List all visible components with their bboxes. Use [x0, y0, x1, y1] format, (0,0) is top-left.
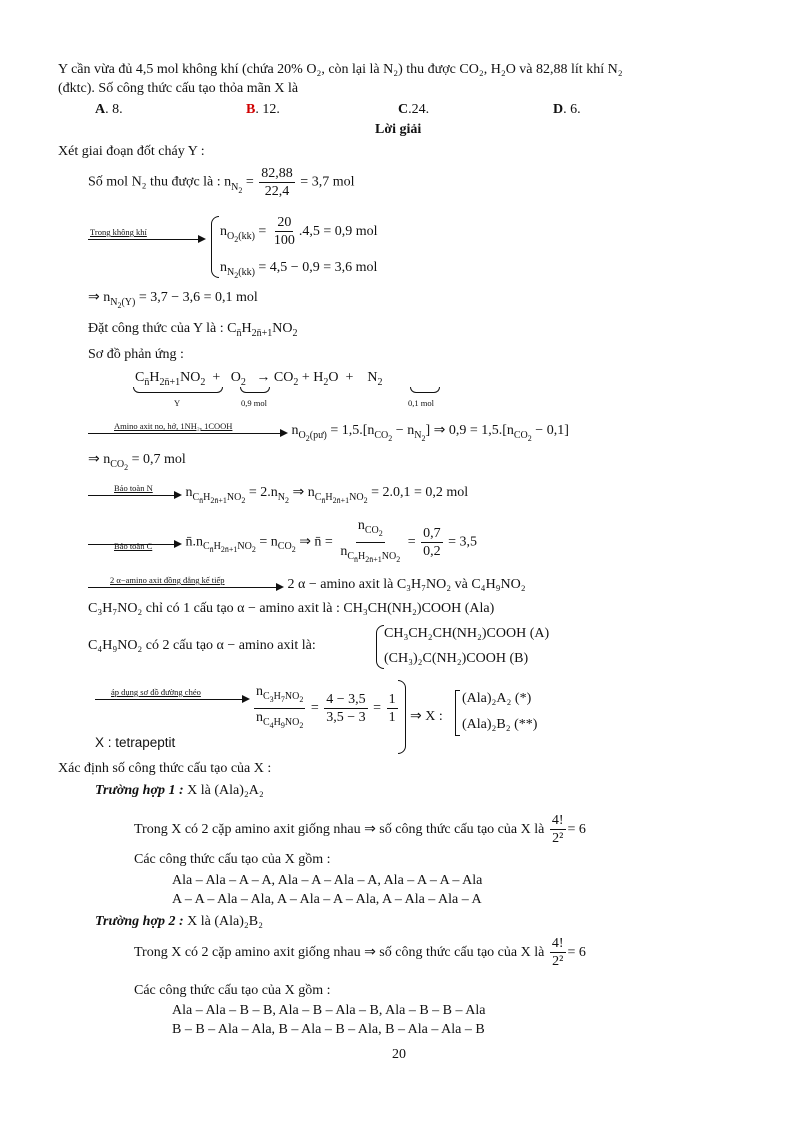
n2-calc: Số mol N₂ thu được là : $n_{N_2}$ = $\frac{82,88}{22,4}$ = 3,7 mol	[88, 166, 355, 199]
scheme-title: Sơ đồ phản ứng :	[88, 347, 184, 362]
c4-structure: C₄H₉NO₂ có 2 cấu tạo α − amino axit là:	[88, 638, 316, 653]
case2-heading: Trường hợp 2 : X là (Ala)₂B₂	[95, 914, 263, 929]
solution-title: Lời giải	[375, 122, 422, 137]
case1-formulas-2: A – A – Ala – Ala, A – Ala – A – Ala, A – Ala – Ala – A	[172, 892, 482, 907]
stage2-heading: Xác định số công thức cấu tạo của X :	[58, 761, 272, 776]
homolog-line: 2 α−amino axit đồng đẳng kế tiếp 2 α − amino axit là C₃H₇NO₂ và C₄H₉NO₂	[88, 574, 526, 596]
o2-reacted: Amino axit no, hở, 1NH₂, 1COOH $n_{O_2(pư)} = 1,5.[n_{CO_2} - n_{N_2}]$ ⇒ $0,9 = 1,5.[n_{CO_2} - 0,1]$	[88, 420, 569, 448]
case2-formulas-2: B – B – Ala – Ala, B – Ala – B – Ala, B – Ala – Ala – B	[172, 1022, 485, 1037]
y-formula: Đặt công thức của Y là : $C_{n̄}H_{2n̄+1}NO_2$	[88, 321, 298, 339]
option-b: B. 12.	[246, 102, 280, 117]
n2-underbrace	[410, 387, 440, 393]
c4-brace	[376, 625, 384, 669]
case1-list-heading: Các công thức cấu tạo của X gồm :	[134, 852, 331, 867]
x-implies: ⇒ X :	[410, 709, 443, 724]
bt-n: Bảo toàn N $n_{C_{n̄}H_{2n̄+1}NO_2} = 2.n_{N_2}$ ⇒ $n_{C_{n̄}H_{2n̄+1}NO_2} = 2.0,1 = 0,2$ mol	[88, 482, 468, 510]
question-line-1: Y cần vừa đủ 4,5 mol không khí (chứa 20% O₂, còn lại là N₂) thu được CO₂, H₂O và 82,88 lít khí N₂	[58, 62, 623, 77]
c4-option-a: CH₃CH₂CH(NH₂)COOH (A)	[384, 626, 550, 641]
scheme-y-label: Y	[174, 398, 181, 408]
air-arrow: Trong không khí	[88, 226, 206, 248]
x-bracket	[455, 690, 460, 736]
c3-structure: C₃H₇NO₂ chỉ có 1 cấu tạo α − amino axit là : CH₃CH(NH₂)COOH (Ala)	[88, 601, 495, 616]
case1-heading: Trường hợp 1 : X là (Ala)₂A₂	[95, 783, 264, 798]
x-option-2: (Ala)₂B₂ (**)	[462, 717, 538, 732]
x-tetrapeptit: X : tetrapeptit	[95, 735, 176, 750]
correct-answer-letter: B	[246, 102, 256, 117]
scheme-n2-label: 0,1 mol	[408, 398, 434, 408]
o2-underbrace	[240, 387, 270, 393]
c4-option-b: (CH₃)₂C(NH₂)COOH (B)	[384, 651, 529, 666]
y-underbrace	[133, 387, 223, 393]
cheo-arrow: áp dụng sơ đồ đường chéo	[95, 686, 250, 708]
option-d: D. 6.	[553, 102, 581, 117]
o2-kk: $n_{O_2(kk)}$ = $\frac{20}{100}$ .4,5 = 0,9 mol	[220, 215, 378, 249]
case2-formulas-1: Ala – Ala – B – B, Ala – B – Ala – B, Ala – B – B – Ala	[172, 1003, 486, 1018]
stage1-heading: Xét giai đoạn đốt cháy Y :	[58, 144, 205, 159]
option-c: C.24.	[398, 102, 430, 117]
n2-y: ⇒ $n_{N_2(Y)} = 3,7 - 3,6 = 0,1$ mol	[88, 290, 258, 310]
n-co2: ⇒ $n_{CO_2} = 0,7$ mol	[88, 452, 186, 472]
question-line-2: (đktc). Số công thức cấu tạo thỏa mãn X là	[58, 81, 299, 96]
case2-list-heading: Các công thức cấu tạo của X gồm :	[134, 983, 331, 998]
x-rbrace	[398, 680, 406, 754]
cheo-ratio: $\frac{n_{C_3H_7NO_2}}{n_{C_4H_9NO_2}}$ = $\frac{4 - 3,5}{3,5 - 3}$ = $\frac{1}{1}$	[256, 684, 396, 730]
case2-count: Trong X có 2 cặp amino axit giống nhau ⇒ số công thức cấu tạo của X là $\frac{4!}{\text{2²}}$ = 6	[134, 936, 586, 970]
scheme-equation: $C_{n̄}H_{2n̄+1}NO_2 + O_2 \to CO_2 + H_2O$ + $N_2$	[135, 370, 383, 388]
page-number: 20	[392, 1047, 406, 1062]
option-a: A. 8.	[95, 102, 123, 117]
case1-count: Trong X có 2 cặp amino axit giống nhau ⇒ số công thức cấu tạo của X là $\frac{4!}{\text{2²}}$ = 6	[134, 813, 586, 847]
air-brace	[211, 216, 219, 278]
scheme-o2-label: 0,9 mol	[241, 398, 267, 408]
n2-kk: $n_{N_2(kk)} = 4,5 - 0,9 = 3,6$ mol	[220, 260, 378, 280]
case1-formulas-1: Ala – Ala – A – A, Ala – A – Ala – A, Ala – A – A – Ala	[172, 873, 483, 888]
x-option-1: (Ala)₂A₂ (*)	[462, 691, 532, 706]
bt-c: Bảo toàn C $n̄.n_{C_{n̄}H_{2n̄+1}NO_2} = n_{CO_2}$ ⇒ n̄ = $\frac{n_{CO_2}}{n_{C_{n̄}H_{2n̄+1}NO_2}}$ = $\frac{0,7}{0,2}$ = 3,5	[88, 517, 477, 568]
